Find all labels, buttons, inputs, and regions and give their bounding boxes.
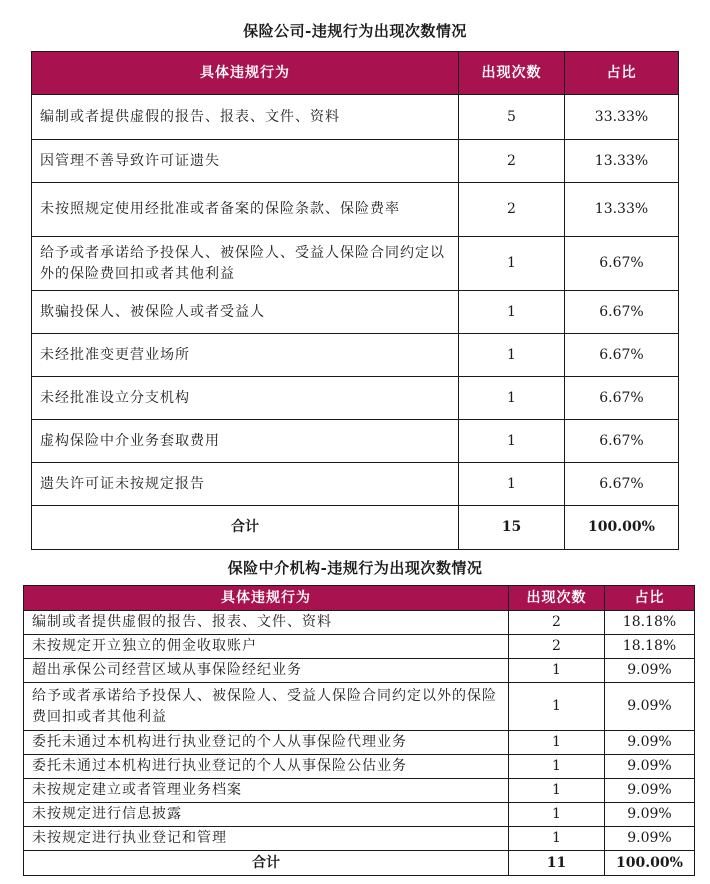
violation-share: 13.33%: [565, 183, 679, 237]
table-row: [24, 659, 695, 683]
violation-name: 委托未通过本机构进行执业登记的个人从事保险公估业务: [24, 755, 509, 779]
violation-count: 1: [459, 463, 565, 506]
violation-count: 1: [509, 803, 605, 827]
violation-share: 6.67%: [565, 377, 679, 420]
header-share: 占比: [565, 52, 679, 95]
violation-share: 6.67%: [565, 463, 679, 506]
violation-name: 未按规定进行信息披露: [24, 803, 509, 827]
table-row: [24, 731, 695, 755]
violation-share: 6.67%: [565, 237, 679, 291]
violation-name: 未按规定进行执业登记和管理: [24, 827, 509, 851]
violation-count: 1: [459, 377, 565, 420]
table-row: [32, 420, 679, 463]
total-count: 15: [459, 506, 565, 550]
violation-name: 未按规定开立独立的佣金收取账户: [24, 635, 509, 659]
header-violation: 具体违规行为: [32, 52, 459, 95]
header-count: 出现次数: [459, 52, 565, 95]
violation-count: 1: [509, 731, 605, 755]
violation-name: 给予或者承诺给予投保人、被保险人、受益人保险合同约定以外的保险费回扣或者其他利益: [32, 237, 459, 291]
violation-share: 9.09%: [605, 683, 695, 731]
violation-count: 1: [459, 237, 565, 291]
violation-name: 委托未通过本机构进行执业登记的个人从事保险代理业务: [24, 731, 509, 755]
violation-count: 1: [509, 683, 605, 731]
table-row: [24, 803, 695, 827]
violation-share: 9.09%: [605, 827, 695, 851]
violation-count: 2: [509, 611, 605, 635]
violation-name: 超出承保公司经营区域从事保险经纪业务: [24, 659, 509, 683]
total-count: 11: [509, 851, 605, 876]
violation-count: 1: [459, 291, 565, 334]
violation-share: 9.09%: [605, 659, 695, 683]
violation-share: 18.18%: [605, 611, 695, 635]
violation-count: 2: [459, 183, 565, 237]
table-row: [24, 611, 695, 635]
violation-count: 1: [459, 334, 565, 377]
total-share: 100.00%: [565, 506, 679, 550]
table-row: [32, 140, 679, 183]
violation-share: 6.67%: [565, 334, 679, 377]
violation-name: 编制或者提供虚假的报告、报表、文件、资料: [24, 611, 509, 635]
violation-count: 2: [459, 140, 565, 183]
violation-name: 欺骗投保人、被保险人或者受益人: [32, 291, 459, 334]
violation-name: 遗失许可证未按规定报告: [32, 463, 459, 506]
violation-name: 未按照规定使用经批准或者备案的保险条款、保险费率: [32, 183, 459, 237]
violation-share: 18.18%: [605, 635, 695, 659]
violation-share: 6.67%: [565, 291, 679, 334]
header-violation: 具体违规行为: [24, 586, 509, 611]
total-label: 合计: [32, 506, 459, 550]
violation-name: 未按规定建立或者管理业务档案: [24, 779, 509, 803]
header-count: 出现次数: [509, 586, 605, 611]
intermediary-violations-table: [23, 585, 695, 876]
violation-share: 9.09%: [605, 803, 695, 827]
violation-count: 1: [459, 420, 565, 463]
violation-name: 未经批准设立分支机构: [32, 377, 459, 420]
violation-name: 未经批准变更营业场所: [32, 334, 459, 377]
table-row: [32, 463, 679, 506]
table2-title: 保险中介机构-违规行为出现次数情况: [227, 559, 483, 577]
table-header-row: [24, 586, 695, 611]
violation-share: 33.33%: [565, 95, 679, 140]
table-row: [32, 377, 679, 420]
violation-share: 9.09%: [605, 731, 695, 755]
table-row: [24, 779, 695, 803]
table-row: [24, 635, 695, 659]
table-header-row: [32, 52, 679, 95]
table-row: [24, 755, 695, 779]
violation-name: 虚构保险中介业务套取费用: [32, 420, 459, 463]
violation-share: 13.33%: [565, 140, 679, 183]
violation-count: 1: [509, 779, 605, 803]
total-label: 合计: [24, 851, 509, 876]
table1-title: 保险公司-违规行为出现次数情况: [243, 22, 467, 40]
violation-share: 6.67%: [565, 420, 679, 463]
table-row: [32, 95, 679, 140]
table-row: [32, 237, 679, 291]
violation-name: 编制或者提供虚假的报告、报表、文件、资料: [32, 95, 459, 140]
violation-share: 9.09%: [605, 779, 695, 803]
violation-count: 1: [509, 827, 605, 851]
total-share: 100.00%: [605, 851, 695, 876]
violation-count: 5: [459, 95, 565, 140]
header-share: 占比: [605, 586, 695, 611]
table-row: [32, 334, 679, 377]
violation-share: 9.09%: [605, 755, 695, 779]
total-row: [24, 851, 695, 876]
violation-count: 1: [509, 659, 605, 683]
total-row: [32, 506, 679, 550]
violation-count: 2: [509, 635, 605, 659]
table-row: [32, 291, 679, 334]
table-row: [24, 683, 695, 731]
violation-count: 1: [509, 755, 605, 779]
table-row: [32, 183, 679, 237]
table-row: [24, 827, 695, 851]
violation-name: 给予或者承诺给予投保人、被保险人、受益人保险合同约定以外的保险费回扣或者其他利益: [24, 683, 509, 731]
insurer-violations-table: [31, 51, 679, 550]
violation-name: 因管理不善导致许可证遗失: [32, 140, 459, 183]
